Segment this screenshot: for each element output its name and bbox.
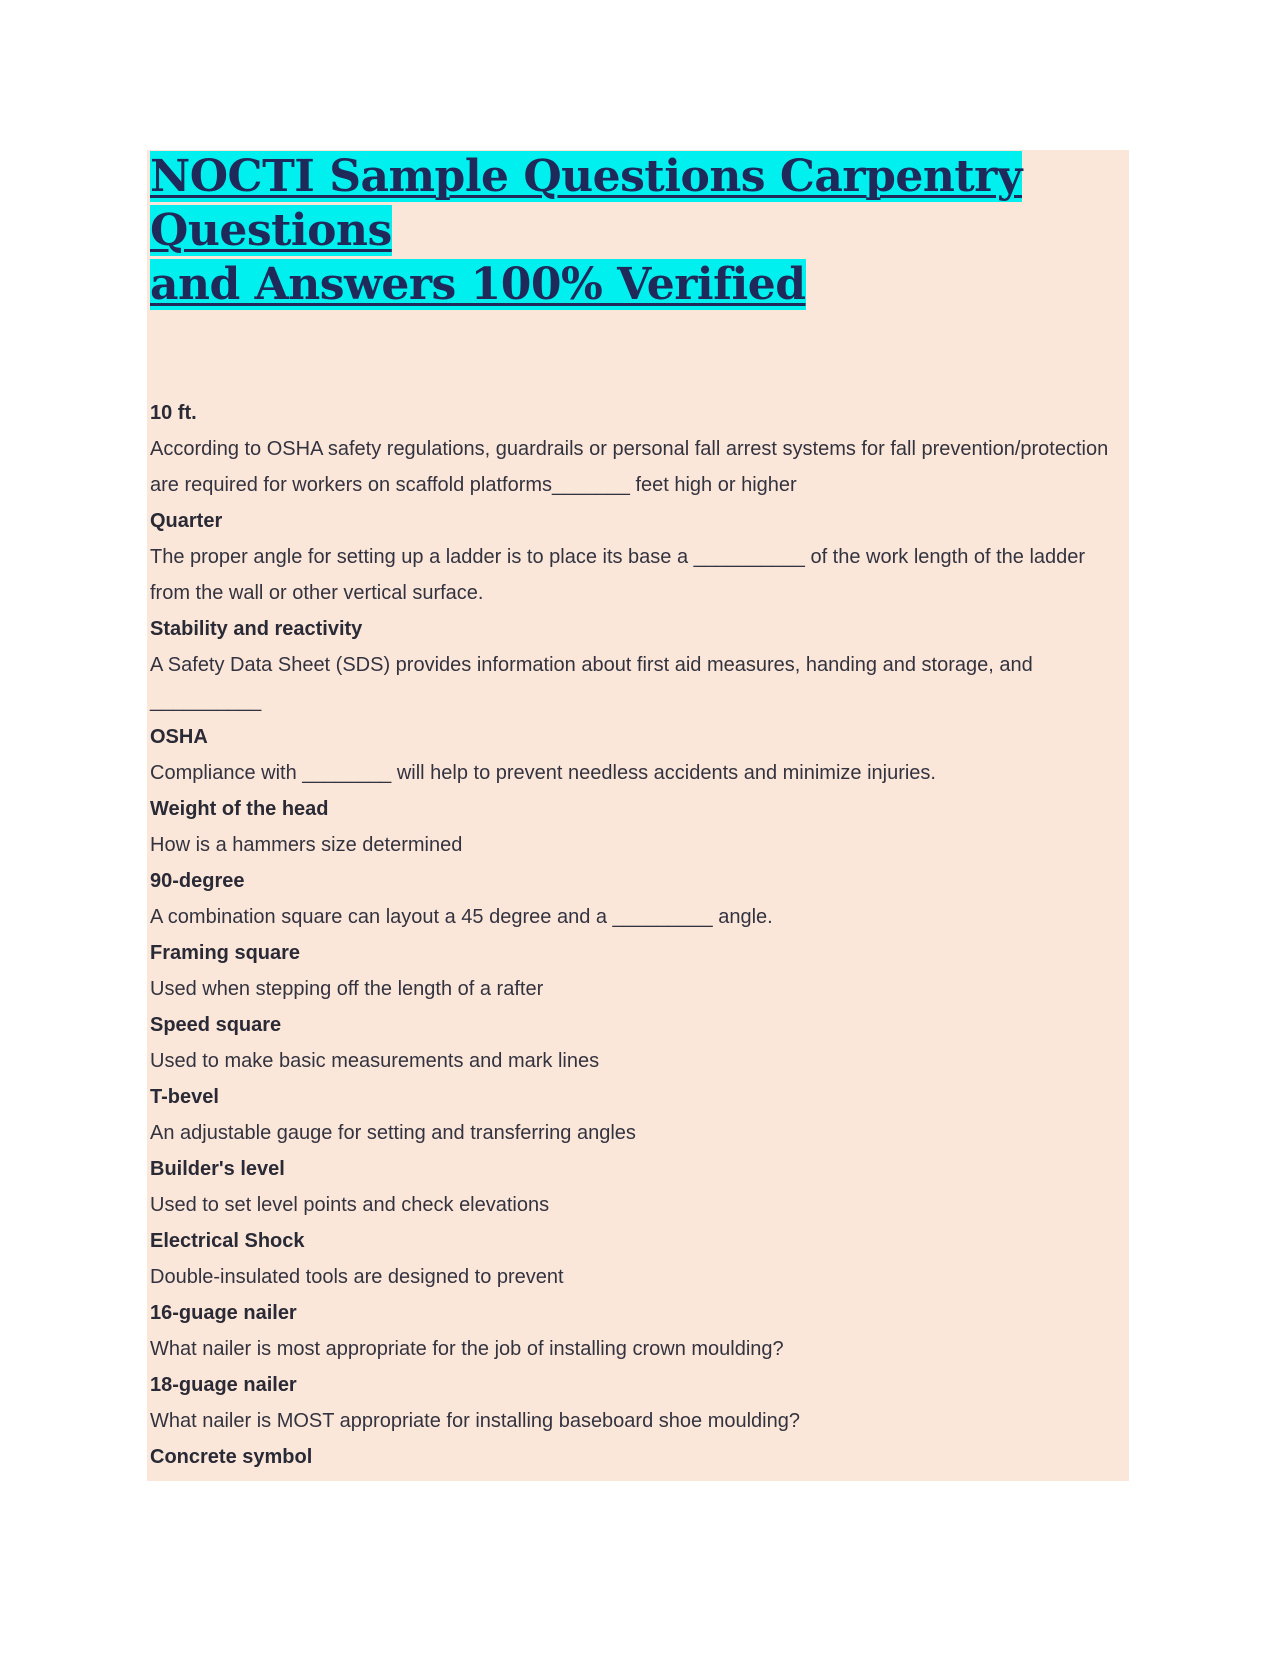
answer-text: T-bevel bbox=[150, 1086, 219, 1108]
answer-text: Concrete symbol bbox=[150, 1446, 313, 1468]
answer-text: OSHA bbox=[150, 726, 208, 748]
answer-text: 90-degree bbox=[150, 870, 245, 892]
question-text: According to OSHA safety regulations, guardrails or personal fall arrest systems for fall prevention/protection are required for workers on scaffold platforms_______ feet high or higher bbox=[150, 438, 1109, 496]
question-text: A combination square can layout a 45 degree and a _________ angle. bbox=[150, 906, 773, 928]
answer-text: Framing square bbox=[150, 942, 301, 964]
question-text: Double-insulated tools are designed to prevent bbox=[150, 1266, 564, 1288]
question-text: What nailer is most appropriate for the job of installing crown moulding? bbox=[150, 1338, 784, 1360]
qa-list bbox=[150, 395, 1130, 1475]
question-text: An adjustable gauge for setting and transferring angles bbox=[150, 1122, 636, 1144]
question-text: Used to make basic measurements and mark lines bbox=[150, 1050, 600, 1072]
answer-text: 16-guage nailer bbox=[150, 1302, 297, 1324]
answer-text: Weight of the head bbox=[150, 798, 329, 820]
question-text: What nailer is MOST appropriate for installing baseboard shoe moulding? bbox=[150, 1410, 800, 1432]
question-text: Compliance with ________ will help to prevent needless accidents and minimize injuries. bbox=[150, 762, 936, 784]
answer-text: Quarter bbox=[150, 510, 223, 532]
document-title bbox=[150, 150, 1130, 312]
answer-text: Electrical Shock bbox=[150, 1230, 305, 1252]
answer-text: Speed square bbox=[150, 1014, 282, 1036]
answer-text: Builder's level bbox=[150, 1158, 285, 1180]
answer-text: 18-guage nailer bbox=[150, 1374, 297, 1396]
question-text: Used when stepping off the length of a rafter bbox=[150, 978, 544, 1000]
document-title-line-1: NOCTI Sample Questions Carpentry Questions bbox=[150, 151, 1022, 256]
question-text: How is a hammers size determined bbox=[150, 834, 463, 856]
answer-text: Stability and reactivity bbox=[150, 618, 363, 640]
question-text: A Safety Data Sheet (SDS) provides information about first aid measures, handing and storage, and __________ bbox=[150, 654, 1033, 712]
question-text: The proper angle for setting up a ladder is to place its base a __________ of the work length of the ladder from the wall or other vertical surface. bbox=[150, 546, 1086, 604]
question-text: Used to set level points and check elevations bbox=[150, 1194, 550, 1216]
answer-text: 10 ft. bbox=[150, 402, 197, 424]
document-title-line-2: and Answers 100% Verified bbox=[150, 259, 806, 310]
